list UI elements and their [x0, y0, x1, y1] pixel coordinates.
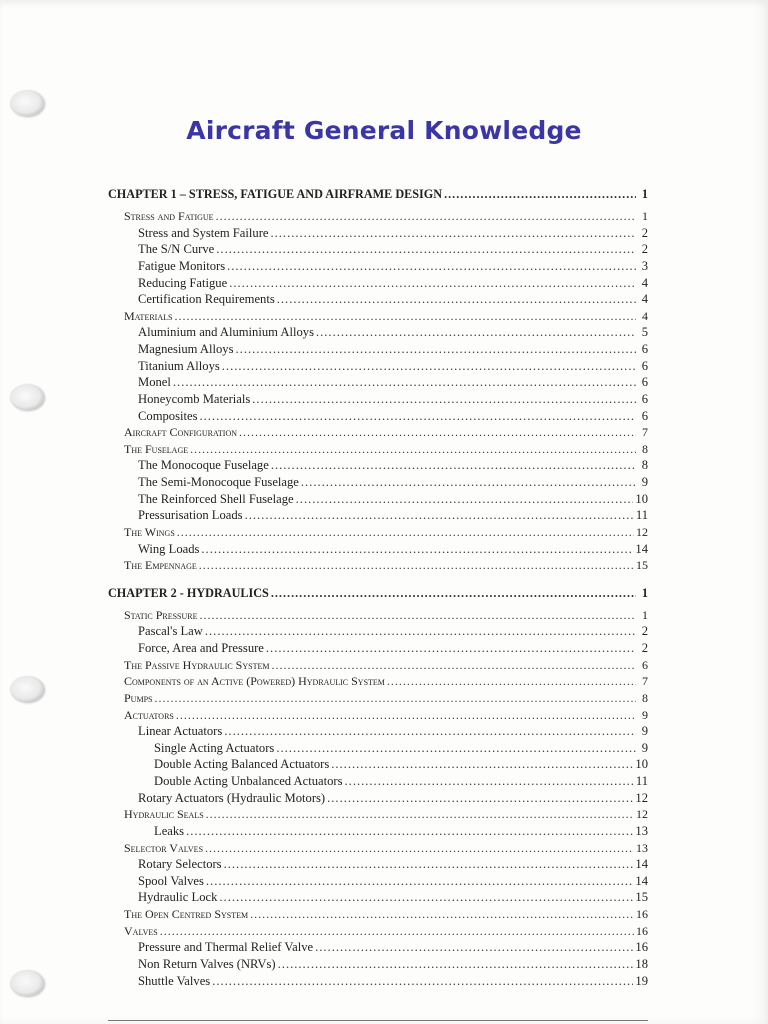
toc-subsection-entry[interactable] [108, 773, 648, 790]
entry-label: Pumps [124, 690, 153, 705]
page-number: 8 [642, 441, 648, 456]
entry-label: Pressurisation Loads [138, 508, 243, 523]
entry-label: Aircraft Configuration [124, 425, 238, 440]
toc-section-entry[interactable] [108, 308, 648, 325]
toc-subsection-entry[interactable] [108, 507, 648, 524]
toc-section-entry[interactable] [108, 923, 648, 940]
page-number: 6 [641, 358, 648, 373]
dot-leader [206, 806, 634, 823]
dot-leader [222, 358, 636, 375]
dot-leader [387, 673, 636, 690]
entry-label: Fatigue Monitors [138, 258, 226, 273]
toc-subsection-entry[interactable] [108, 358, 648, 375]
toc-subsection-entry[interactable] [108, 623, 648, 640]
dot-leader [271, 457, 636, 474]
page-number: 2 [641, 641, 648, 655]
page-number: 7 [642, 425, 648, 440]
dot-leader [252, 391, 636, 408]
dot-leader [205, 623, 636, 640]
page-number: 8 [641, 458, 648, 473]
page-number: 14 [635, 873, 648, 888]
toc-subsection-entry[interactable] [108, 275, 648, 292]
page-number: 15 [635, 890, 648, 905]
page-number: 6 [642, 657, 648, 672]
page-number: 12 [636, 807, 648, 822]
dot-leader [216, 208, 636, 225]
toc-subsection-entry[interactable] [108, 241, 648, 258]
page-number: 15 [636, 558, 648, 573]
page-number: 8 [642, 690, 648, 705]
entry-label: Double Acting Balanced Actuators [154, 757, 330, 772]
page-number: 6 [641, 391, 648, 406]
page-number: 1 [641, 585, 648, 600]
entry-label: Actuators [124, 707, 174, 722]
dot-leader [276, 740, 636, 757]
table-of-contents [108, 184, 648, 989]
toc-subsection-entry[interactable] [108, 889, 648, 906]
page-number: 13 [635, 823, 648, 838]
entry-label: Hydraulic Seals [124, 807, 204, 822]
page-number: 9 [641, 724, 648, 739]
entry-label: Reducing Fatigue [138, 275, 228, 290]
binder-hole-1 [10, 90, 44, 116]
toc-section-entry[interactable] [108, 607, 648, 624]
toc-subsection-entry[interactable] [108, 541, 648, 558]
toc-section-entry[interactable] [108, 673, 648, 690]
dot-leader [174, 308, 636, 325]
toc-subsection-entry[interactable] [108, 856, 648, 873]
page-number: 3 [641, 258, 648, 273]
entry-label: Pressure and Thermal Relief Valve [138, 940, 314, 955]
toc-section-entry[interactable] [108, 906, 648, 923]
entry-label: Hydraulic Lock [138, 890, 218, 905]
entry-label: Shuttle Valves [138, 973, 211, 988]
footer-rule [108, 1020, 648, 1021]
page-number: 6 [641, 375, 648, 390]
toc-subsection-entry[interactable] [108, 740, 648, 757]
page-number: 5 [641, 325, 648, 340]
page-number: 6 [641, 408, 648, 423]
entry-label: Stress and System Failure [138, 225, 269, 240]
dot-leader [239, 424, 636, 441]
dot-leader [271, 583, 636, 603]
dot-leader [224, 723, 636, 740]
entry-label: The Wings [124, 524, 175, 539]
entry-label: The Passive Hydraulic System [124, 657, 270, 672]
page-number: 4 [642, 308, 648, 323]
page-number: 4 [641, 292, 648, 307]
entry-label: The S/N Curve [138, 242, 215, 257]
entry-label: Monel [138, 375, 171, 390]
document-title: Aircraft General Knowledge [186, 116, 582, 145]
dot-leader [444, 184, 636, 204]
chapter-title: CHAPTER 1 – STRESS, FATIGUE AND AIRFRAME DESIGN [108, 187, 443, 201]
toc-subsection-entry[interactable] [108, 491, 648, 508]
toc-subsection-entry[interactable] [108, 939, 648, 956]
toc-subsection-entry[interactable] [108, 756, 648, 773]
dot-leader [199, 408, 636, 425]
toc-section-entry[interactable] [108, 441, 648, 458]
entry-label: Linear Actuators [138, 724, 223, 739]
page-number: 10 [635, 491, 648, 506]
dot-leader [331, 756, 633, 773]
dot-leader [316, 324, 636, 341]
binder-hole-4 [10, 970, 44, 996]
page-number: 14 [635, 857, 648, 872]
page-number: 16 [636, 923, 648, 938]
toc-subsection-entry[interactable] [108, 640, 648, 657]
page-number: 10 [635, 757, 648, 772]
toc-section-entry[interactable] [108, 524, 648, 541]
entry-label: The Semi-Monocoque Fuselage [138, 475, 299, 489]
dot-leader [270, 225, 636, 242]
toc-subsection-entry[interactable] [108, 457, 648, 474]
entry-label: Wing Loads [138, 541, 200, 556]
toc-subsection-entry[interactable] [108, 474, 648, 491]
page-number: 1 [641, 187, 648, 201]
entry-label: Stress and Fatigue [124, 209, 214, 223]
toc-subsection-entry[interactable] [108, 291, 648, 308]
dot-leader [176, 707, 636, 724]
toc-subsection-entry[interactable] [108, 225, 648, 242]
entry-label: Rotary Actuators (Hydraulic Motors) [138, 790, 326, 805]
page-number: 14 [635, 541, 648, 556]
page-number: 13 [636, 840, 648, 855]
dot-leader [177, 524, 634, 541]
entry-label: The Reinforced Shell Fuselage [138, 491, 294, 506]
toc-section-entry[interactable] [108, 657, 648, 674]
toc-subsection-entry[interactable] [108, 973, 648, 990]
page-number: 19 [635, 973, 648, 988]
entry-label: Double Acting Unbalanced Actuators [154, 774, 343, 788]
binder-hole-2 [10, 384, 44, 410]
toc-subsection-entry[interactable] [108, 374, 648, 391]
page-number: 11 [635, 508, 648, 523]
entry-label: Composites [138, 408, 198, 423]
dot-leader [154, 690, 636, 707]
page-number: 9 [641, 475, 648, 489]
toc-section-entry[interactable] [108, 707, 648, 724]
entry-label: Magnesium Alloys [138, 342, 234, 356]
chapter-title: CHAPTER 2 - HYDRAULICS [108, 585, 269, 600]
page-number: 11 [635, 774, 648, 788]
dot-leader [199, 557, 634, 574]
dot-leader [173, 374, 636, 391]
dot-leader [277, 291, 636, 308]
dot-leader [271, 657, 636, 674]
entry-label: The Fuselage [124, 441, 189, 456]
page-number: 9 [642, 707, 648, 722]
entry-label: Honeycomb Materials [138, 391, 251, 406]
toc-section-entry[interactable] [108, 806, 648, 823]
entry-label: Materials [124, 308, 173, 323]
toc-subsection-entry[interactable] [108, 324, 648, 341]
toc-subsection-entry[interactable] [108, 790, 648, 807]
page-number: 16 [635, 940, 648, 955]
chapter-heading[interactable] [108, 184, 648, 204]
toc-subsection-entry[interactable] [108, 408, 648, 425]
dot-leader [160, 923, 634, 940]
dot-leader [190, 441, 636, 458]
entry-label: Pascal's Law [138, 624, 203, 639]
dot-leader [278, 956, 634, 973]
toc-subsection-entry[interactable] [108, 823, 648, 840]
page-number: 1 [642, 209, 648, 223]
page-number: 16 [636, 907, 648, 921]
binder-hole-3 [10, 676, 44, 702]
entry-label: Non Return Valves (NRVs) [138, 956, 276, 971]
toc-subsection-entry[interactable] [108, 956, 648, 973]
toc-subsection-entry[interactable] [108, 391, 648, 408]
dot-leader [266, 640, 636, 657]
dot-leader [250, 906, 634, 923]
page-number: 7 [642, 674, 648, 689]
dot-leader [224, 856, 634, 873]
dot-leader [245, 507, 634, 524]
dot-leader [327, 790, 633, 807]
toc-subsection-entry[interactable] [108, 341, 648, 358]
toc-subsection-entry[interactable] [108, 873, 648, 890]
entry-label: Components of an Active (Powered) Hydraulic System [124, 674, 385, 689]
entry-label: Rotary Selectors [138, 857, 222, 872]
page-number: 9 [641, 740, 648, 755]
entry-label: The Open Centred System [124, 907, 249, 921]
page-number: 2 [641, 242, 648, 257]
toc-subsection-entry[interactable] [108, 258, 648, 275]
page-number: 6 [641, 342, 648, 356]
dot-leader [301, 474, 636, 491]
dot-leader [229, 275, 636, 292]
toc-section-entry[interactable] [108, 840, 648, 857]
dot-leader [315, 939, 633, 956]
dot-leader [200, 607, 637, 624]
page-number: 1 [642, 607, 648, 622]
toc-section-entry[interactable] [108, 690, 648, 707]
page-number: 4 [641, 275, 648, 290]
toc-section-entry[interactable] [108, 208, 648, 225]
chapter-heading[interactable] [108, 583, 648, 603]
entry-label: The Empennage [124, 558, 197, 573]
toc-section-entry[interactable] [108, 557, 648, 574]
dot-leader [345, 773, 634, 790]
dot-leader [216, 241, 636, 258]
dot-leader [212, 973, 633, 990]
dot-leader [201, 541, 633, 558]
dot-leader [227, 258, 636, 275]
dot-leader [206, 873, 634, 890]
dot-leader [296, 491, 634, 508]
entry-label: Titanium Alloys [138, 358, 220, 373]
entry-label: The Monocoque Fuselage [138, 458, 269, 473]
page-number: 18 [635, 956, 648, 971]
entry-label: Spool Valves [138, 873, 204, 888]
dot-leader [186, 823, 633, 840]
page-number: 2 [641, 624, 648, 639]
page-number: 12 [636, 524, 648, 539]
entry-label: Leaks [154, 823, 185, 838]
toc-subsection-entry[interactable] [108, 723, 648, 740]
dot-leader [219, 889, 633, 906]
entry-label: Certification Requirements [138, 292, 275, 307]
entry-label: Force, Area and Pressure [138, 641, 264, 655]
dot-leader [205, 840, 634, 857]
entry-label: Valves [124, 923, 158, 938]
page-number: 2 [641, 225, 648, 240]
dot-leader [236, 341, 636, 358]
entry-label: Static Pressure [124, 607, 198, 622]
entry-label: Aluminium and Aluminium Alloys [138, 325, 314, 340]
toc-section-entry[interactable] [108, 424, 648, 441]
page-number: 12 [635, 790, 648, 805]
entry-label: Selector Valves [124, 840, 204, 855]
entry-label: Single Acting Actuators [154, 740, 275, 755]
